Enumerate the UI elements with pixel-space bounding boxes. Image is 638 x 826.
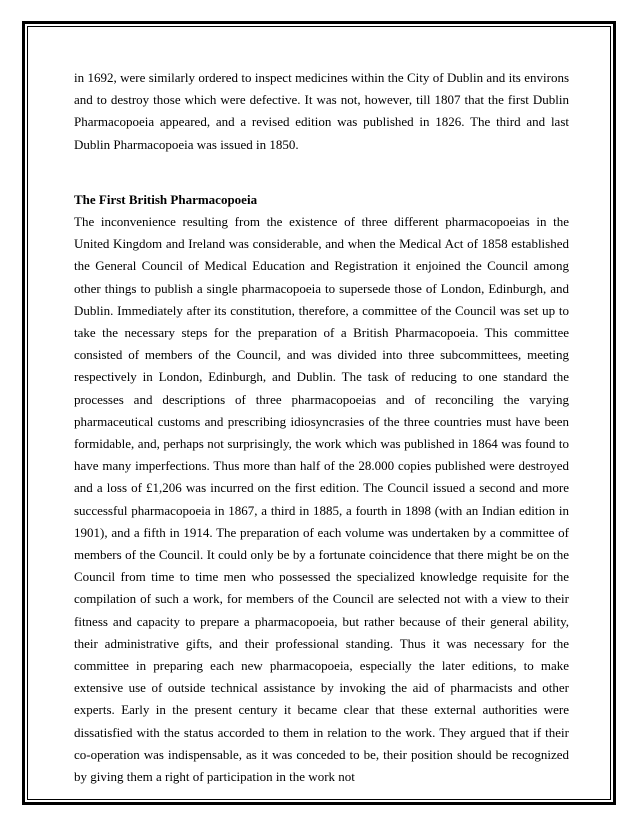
body-paragraph: The inconvenience resulting from the existence of three different pharmacopoeias in the United Kingdom and Ireland was considerable, and when the Medical Act of 1858 established the General Council of Medical Education and Registration it enjoined the Council among other things to publish a single pharmacopoeia to supersede those of London, Edinburgh, and Dublin. Immediately after its constitution, therefore, a committee of the Council was set up to take the necessary steps for the preparation of a British Pharmacopoeia. This committee consisted of members of the Council, and was divided into three subcommittees, meeting respectively in London, Edinburgh, and Dublin. The task of reducing to one standard the processes and descriptions of three pharmacopoeias and of reconciling the varying pharmaceutical customs and prescribing idiosyncrasies of the three countries must have been formidable, and, perhaps not surprisingly, the work which was published in 1864 was found to have many imperfections. Thus more than half of the 28.000 copies published were destroyed and a loss of £1,206 was incurred on the first edition. The Council issued a second and more successful pharmacopoeia in 1867, a third in 1885, a fourth in 1898 (with an Indian edition in 1901), and a fifth in 1914. The preparation of each volume was undertaken by a committee of members of the Council. It could only be by a fortunate coincidence that there might be on the Council from time to time men who possessed the specialized knowledge requisite for the compilation of such a work, for members of the Council are selected not with a view to their fitness and capacity to prepare a pharmacopoeia, but rather because of their general ability, their administrative gifts, and their professional standing. Thus it was necessary for the committee in preparing each new pharmacopoeia, especially the later editions, to make extensive use of outside technical assistance by invoking the aid of pharmacists and other experts. Early in the present century it became clear that these external authorities were dissatisfied with the status accorded to them in relation to the work. They argued that if their co-operation was indispensable, as it was conceded to be, their position should be recognized by giving them a right of participation in the work not <box>74 214 569 785</box>
intro-paragraph: in 1692, were similarly ordered to inspect medicines within the City of Dublin and its environs and to destroy those which were defective. It was not, however, till 1807 that the first Dublin Pharmacopoeia appeared, and a revised edition was published in 1826. The third and last Dublin Pharmacopoeia was issued in 1850. <box>74 70 569 152</box>
section-heading: The First British Pharmacopoeia <box>74 191 258 207</box>
document-body <box>74 67 569 788</box>
